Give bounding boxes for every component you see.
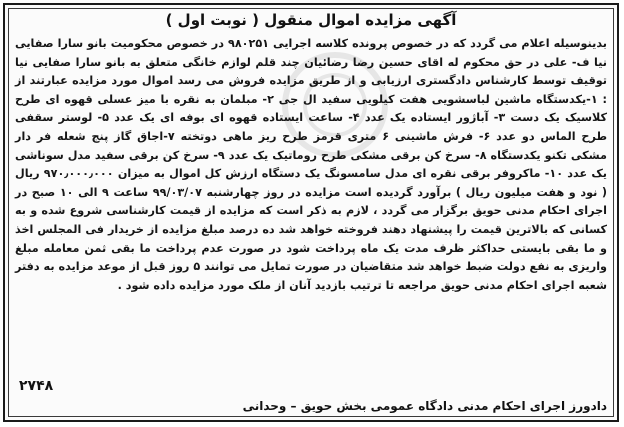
notice-title: آگهی مزایده اموال منقول ( نوبت اول ) <box>165 11 457 29</box>
notice-code: ۲۷۴۸ <box>19 378 54 394</box>
notice-footer <box>15 378 607 416</box>
notice-frame <box>3 3 619 422</box>
notice-body: بدینوسیله اعلام می گردد که در خصوص پرونده کلاسه اجرایی ۹۸۰۲۵۱ در خصوص محکومیت بانو سارا صفایی نیا ف- علی در حق محکوم له اقای حسین رضا رضائیان چند قلم لوازم خانگی متعلق به بانو سارا صفایی نیا توقیف توسط کارشناس دادگستری ارزیابی و از طریق مزایده فروش می رسد اموال مورد مزایده عبارتند از : ۱-یکدستگاه ماشین لباسشویی هفت کیلویی سفید ال جی ۲- مبلمان به نقره با میز عسلی قهوه ای طرح کلاسیک یک دست ۳- آباژور ایستاده یک عدد ۴- ساعت ایستاده قهوه ای بوفه ای یک عدد ۵- لوستر سقفی طرح الماس دو عدد ۶- فرش ماشینی ۶ متری قرمز طرح ریز ماهی دوتخته ۷-اجاق گاز پنج شعله فر دار مشکی تکنو یکدستگاه ۸- سرخ کن برقی مشکی طرح روماتیک یک عدد ۹- سرخ کن برقی سفید مدل سوناشی یک عدد ۱۰- ماکروفر برقی نقره ای مدل سامسونگ یک دستگاه ارزش کل اموال به میزان ۹۷۰٫۰۰۰٫۰۰۰ ریال ( نود و هفت میلیون ریال ) برآورد گردیده است مزایده در روز چهارشنبه ۹۹/۰۳/۰۷ ساعت ۹ الی ۱۰ صبح در اجرای احکام مدنی حویق برگزار می گردد ، لازم به ذکر است که مزایده از قیمت کارشناسی شروع شده و به کسانی که بالاترین قیمت را پیشنهاد دهند فروخته خواهد شد ده درصد مبلغ مزایده از خریدار فی المجلس اخذ و ما بقی بایستی حداکثر ظرف مدت یک ماه پرداخت شود در صورت عدم پرداخت ما بقی ثمن معامله مبلغ واریزی به نفع دولت ضبط خواهد شد متقاضیان در صورت تمایل می توانند ۵ روز قبل از موعد مزایده به دفتر شعبه اجرای احکام مدنی حویق مراجعه تا ترتیب بازدید آنان از ملک مورد مزایده داده شود . <box>15 37 607 292</box>
notice-signature: دادورز اجرای احکام مدنی دادگاه عمومی بخش حویق – وحدانی <box>242 399 607 413</box>
